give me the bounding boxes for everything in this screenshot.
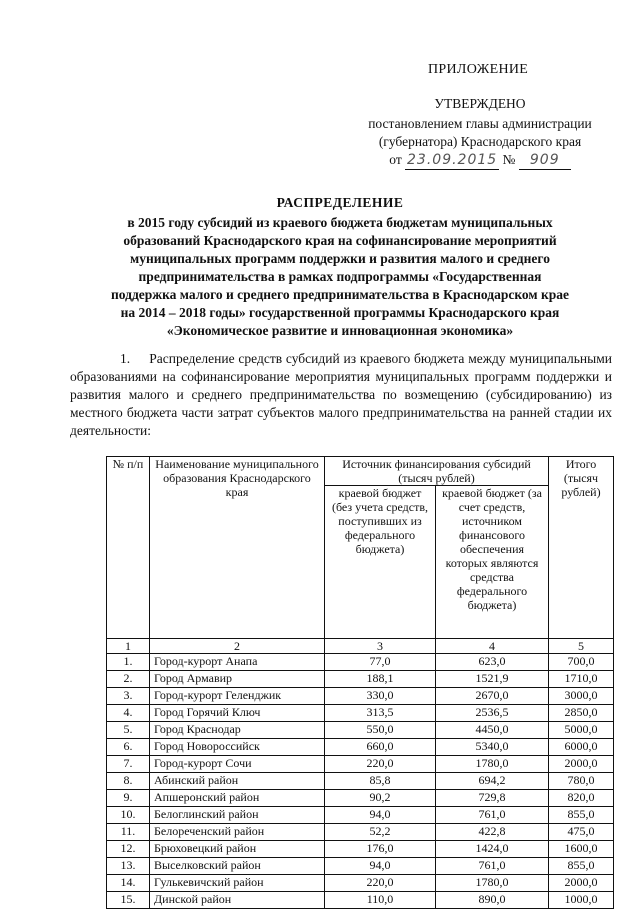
row-federal: 2670,0 [436,688,549,705]
row-name: Белоглинский район [150,807,325,824]
row-name: Город-курорт Анапа [150,654,325,671]
row-name: Город Краснодар [150,722,325,739]
table-row [107,892,614,909]
row-total: 1710,0 [549,671,614,688]
column-number: 3 [325,639,436,654]
column-number: 1 [107,639,150,654]
intro-paragraph [70,350,612,440]
row-total: 780,0 [549,773,614,790]
appendix-label: ПРИЛОЖЕНИЕ [428,62,529,77]
title-line: в 2015 году субсидий из краевого бюджета бюджетам муниципальных [127,215,553,230]
title-line: на 2014 – 2018 годы» государственной программы Краснодарского края [120,305,560,320]
document-title [70,194,610,340]
table-row [107,756,614,773]
row-regional: 330,0 [325,688,436,705]
document-title-main: РАСПРЕДЕЛЕНИЕ [276,195,404,210]
header-sub1: краевой бюджет (без учета средств, поступивших из федерального бюджета) [325,486,436,639]
row-total: 6000,0 [549,739,614,756]
table-row [107,671,614,688]
row-number: 9. [107,790,150,807]
header-sub2: краевой бюджет (за счет средств, источником финансового обеспечения которых являются средства федерального бюджета) [436,486,549,639]
table-row [107,705,614,722]
row-number: 7. [107,756,150,773]
approval-line-2: (губернатора) Краснодарского края [378,134,582,149]
row-regional: 110,0 [325,892,436,909]
header-total: Итого (тысяч рублей) [549,457,614,639]
row-name: Брюховецкий район [150,841,325,858]
table-row [107,824,614,841]
row-name: Абинский район [150,773,325,790]
approval-line-1: постановлением главы администрации [368,116,592,131]
header-source: Источник финансирования субсидий (тысяч рублей) [325,457,549,486]
row-federal: 1424,0 [436,841,549,858]
row-regional: 660,0 [325,739,436,756]
header-no: № п/п [107,457,150,639]
row-total: 2850,0 [549,705,614,722]
paragraph-number: 1. [120,351,131,366]
row-total: 1600,0 [549,841,614,858]
row-federal: 2536,5 [436,705,549,722]
title-line: муниципальных программ поддержки и развития малого и среднего [130,251,550,266]
handwritten-date: 23.09.2015 [407,152,498,168]
row-regional: 176,0 [325,841,436,858]
row-regional: 94,0 [325,807,436,824]
row-name: Динской район [150,892,325,909]
table-row [107,688,614,705]
row-total: 700,0 [549,654,614,671]
title-line: «Экономическое развитие и инновационная экономика» [166,323,514,338]
row-number: 14. [107,875,150,892]
header-name: Наименование муниципального образования Краснодарского края [150,457,325,639]
paragraph-text: Распределение средств субсидий из краевого бюджета между муниципальными образованиями на софинансирование мероприятия муниципальных программ поддержки и развития малого и среднего предпринимательства по возмещению (субсидированию) из местного бюджета части затрат субъектов малого предпринимательства на ранней стадии их деятельности: [70,351,612,438]
row-regional: 77,0 [325,654,436,671]
table-row [107,722,614,739]
title-line: поддержка малого и среднего предпринимательства в Краснодарском крае [110,287,570,302]
row-name: Город Армавир [150,671,325,688]
row-name: Город Горячий Ключ [150,705,325,722]
row-federal: 761,0 [436,807,549,824]
row-total: 5000,0 [549,722,614,739]
row-federal: 422,8 [436,824,549,841]
table-row [107,841,614,858]
row-regional: 550,0 [325,722,436,739]
row-regional: 313,5 [325,705,436,722]
column-number: 5 [549,639,614,654]
row-name: Город-курорт Геленджик [150,688,325,705]
row-federal: 729,8 [436,790,549,807]
row-name: Белореченский район [150,824,325,841]
row-number: 3. [107,688,150,705]
row-total: 2000,0 [549,756,614,773]
table-row [107,875,614,892]
row-total: 820,0 [549,790,614,807]
table-row [107,739,614,756]
row-federal: 761,0 [436,858,549,875]
approval-block [330,95,630,170]
row-regional: 188,1 [325,671,436,688]
row-regional: 220,0 [325,875,436,892]
row-number: 11. [107,824,150,841]
number-label: № [502,152,516,167]
row-regional: 52,2 [325,824,436,841]
row-federal: 1780,0 [436,756,549,773]
row-number: 1. [107,654,150,671]
row-total: 855,0 [549,807,614,824]
row-number: 8. [107,773,150,790]
column-number-row [107,639,614,654]
row-name: Апшеронский район [150,790,325,807]
row-total: 3000,0 [549,688,614,705]
row-federal: 5340,0 [436,739,549,756]
approval-date-line [330,151,630,170]
row-number: 13. [107,858,150,875]
row-regional: 94,0 [325,858,436,875]
row-regional: 85,8 [325,773,436,790]
table-row [107,790,614,807]
row-name: Город Новороссийск [150,739,325,756]
column-number: 4 [436,639,549,654]
row-federal: 890,0 [436,892,549,909]
row-name: Гулькевичский район [150,875,325,892]
row-name: Выселковский район [150,858,325,875]
title-line: образований Краснодарского края на софинансирование мероприятий [123,233,557,248]
row-federal: 694,2 [436,773,549,790]
row-total: 475,0 [549,824,614,841]
subsidy-table [106,456,614,909]
table-row [107,654,614,671]
approved-label: УТВЕРЖДЕНО [434,96,526,111]
table-row [107,773,614,790]
from-label: от [389,152,402,167]
row-number: 2. [107,671,150,688]
row-federal: 1780,0 [436,875,549,892]
table-body [107,654,614,909]
row-number: 15. [107,892,150,909]
row-total: 855,0 [549,858,614,875]
table-row [107,807,614,824]
row-name: Город-курорт Сочи [150,756,325,773]
row-federal: 623,0 [436,654,549,671]
row-regional: 220,0 [325,756,436,773]
row-regional: 90,2 [325,790,436,807]
row-number: 5. [107,722,150,739]
handwritten-number: 909 [519,151,571,170]
row-number: 12. [107,841,150,858]
title-line: предпринимательства в рамках подпрограммы «Государственная [138,269,542,284]
row-federal: 1521,9 [436,671,549,688]
row-total: 1000,0 [549,892,614,909]
row-number: 10. [107,807,150,824]
row-number: 4. [107,705,150,722]
table-header-row [107,457,614,486]
row-number: 6. [107,739,150,756]
row-federal: 4450,0 [436,722,549,739]
row-total: 2000,0 [549,875,614,892]
table-row [107,858,614,875]
column-number: 2 [150,639,325,654]
